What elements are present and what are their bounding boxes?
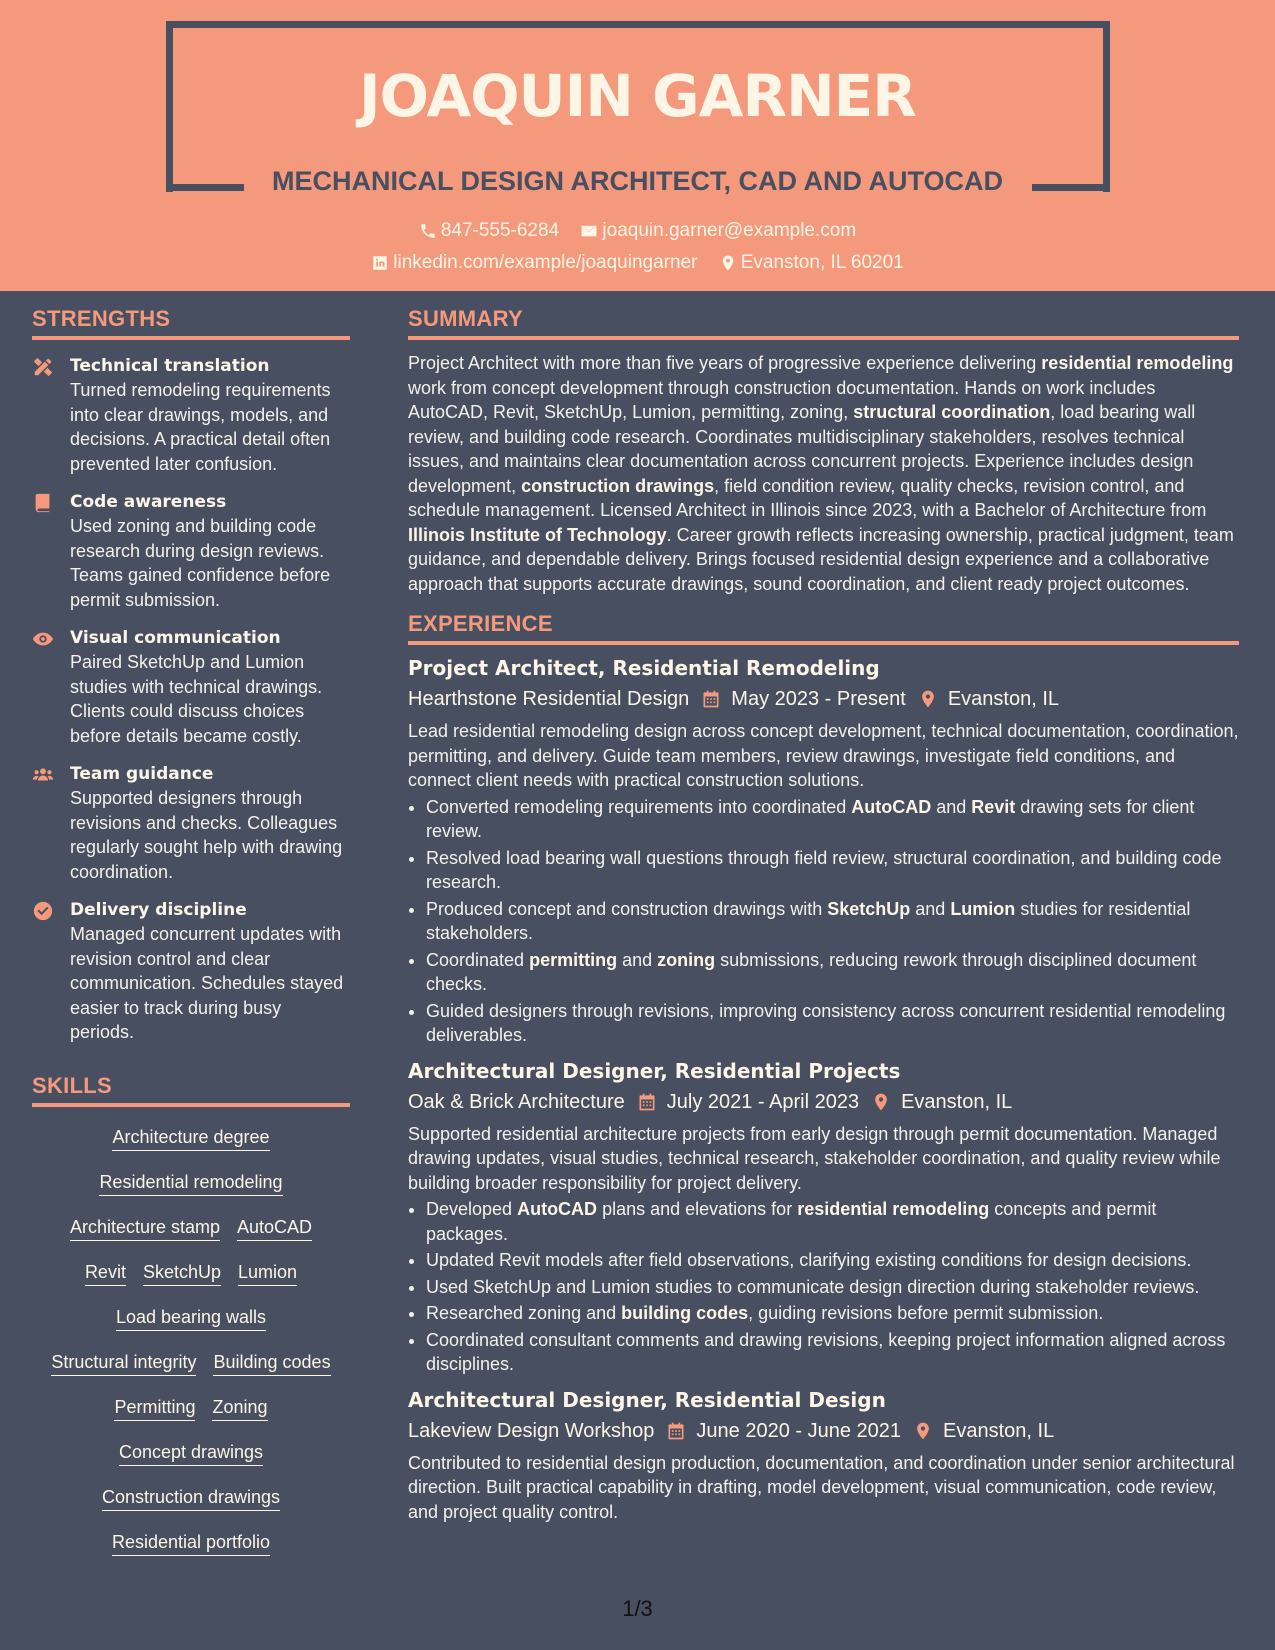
bold-text: Lumion	[950, 898, 1016, 919]
text-segment: . Career growth reflects increasing ownership, practical judgment, team guidance, and dependable delivery. Brings focused residential design experience and a collaborative approach that supports accurate drawings, sound coordination, and client ready project outcomes.	[408, 524, 1234, 594]
job-location: Evanston, IL	[947, 688, 1059, 710]
experience-list	[408, 653, 1239, 1524]
bullet-item	[426, 1328, 1239, 1377]
candidate-headline: MECHANICAL DESIGN ARCHITECT, CAD AND AUTOCAD	[271, 166, 1003, 196]
text-segment: Guided designers through revisions, improving consistency across concurrent residential remodeling deliverables.	[426, 1000, 1226, 1045]
contact-email[interactable]	[580, 220, 856, 242]
skill-tag: Architecture stamp	[70, 1217, 220, 1241]
skill-row	[32, 1342, 350, 1387]
strength-text: Supported designers through revisions and checks. Colleagues regularly sought help with drawing coordination.	[70, 788, 343, 882]
strength-item	[32, 354, 350, 476]
skill-tag: Lumion	[238, 1262, 297, 1286]
map-pin-icon	[719, 254, 737, 272]
job-meta	[408, 683, 1239, 715]
skill-row	[32, 1207, 350, 1252]
job-dates: May 2023 - Present	[731, 688, 906, 710]
left-column	[32, 306, 350, 1567]
bold-text: Revit	[971, 796, 1016, 817]
strengths-heading: STRENGTHS	[32, 306, 350, 340]
eye-icon	[32, 628, 54, 650]
strength-item	[32, 898, 350, 1045]
check-circle-icon	[32, 900, 54, 922]
bold-text: zoning	[657, 949, 716, 970]
text-segment: , guiding revisions before permit submission.	[748, 1303, 1104, 1323]
skill-row	[32, 1522, 350, 1567]
linkedin-text: linkedin.com/example/joaquingarner	[393, 252, 698, 273]
skill-row	[32, 1297, 350, 1342]
job-entry	[408, 653, 1239, 1048]
skill-tag: Permitting	[114, 1397, 195, 1421]
skill-tag: Zoning	[212, 1397, 267, 1421]
bullet-item	[426, 1301, 1239, 1326]
strength-item	[32, 626, 350, 748]
text-segment: Developed	[426, 1199, 518, 1219]
text-segment: Coordinated consultant comments and drawing revisions, keeping project information aligned across disciplines.	[426, 1329, 1226, 1374]
job-entry	[408, 1385, 1239, 1525]
contact-row-2	[0, 252, 1275, 278]
job-meta	[408, 1415, 1239, 1447]
strength-text: Managed concurrent updates with revision control and clear communication. Schedules stayed easier to track during busy periods.	[70, 924, 344, 1042]
strength-title: Visual communication	[70, 628, 281, 648]
text-segment: , field condition review, quality checks, revision control, and schedule management. Licensed Architect in Illinois since 2023, with a Bachelor of Architecture from	[408, 475, 1207, 520]
email-text: joaquin.garner@example.com	[602, 220, 857, 241]
book-icon	[32, 492, 54, 514]
text-segment: submissions, reducing rework through disciplined document checks.	[426, 949, 1197, 994]
bullet-item	[426, 795, 1239, 844]
envelope-icon	[580, 222, 598, 240]
skill-tag: Architecture degree	[112, 1127, 269, 1151]
job-description: Lead residential remodeling design across concept development, technical documentation, coordination, permitting, and delivery. Guide team members, review drawings, investigate field conditions, and connect client needs with practical construction solutions.	[408, 721, 1239, 790]
job-description: Contributed to residential design production, documentation, and coordination under senior architectural direction. Built practical capability in drafting, model development, visual communication, code review, and project quality control.	[408, 1452, 1235, 1522]
skill-tag: Concept drawings	[119, 1442, 263, 1466]
map-pin-icon	[918, 689, 938, 709]
job-title: Project Architect, Residential Remodeling	[408, 656, 880, 680]
skills-list	[32, 1117, 350, 1567]
skill-tag: Construction drawings	[102, 1487, 280, 1511]
calendar-icon	[637, 1092, 657, 1112]
skill-tag: Structural integrity	[51, 1352, 196, 1376]
bold-text: Illinois Institute of Technology	[408, 524, 667, 545]
contact-location	[719, 252, 904, 274]
job-company: Hearthstone Residential Design	[408, 688, 690, 710]
job-entry	[408, 1056, 1239, 1377]
candidate-name: JOAQUIN GARNER	[359, 62, 916, 130]
text-segment: Project Architect with more than five years of progressive experience delivering	[408, 353, 1042, 373]
bullet-item	[426, 999, 1239, 1048]
strength-text: Used zoning and building code research during design reviews. Teams gained confidence before permit submission.	[70, 516, 331, 610]
strength-title: Delivery discipline	[70, 900, 247, 920]
job-company: Lakeview Design Workshop	[408, 1419, 655, 1442]
bold-text: permitting	[529, 949, 618, 970]
text-segment: plans and elevations for	[597, 1199, 798, 1219]
bold-text: construction drawings	[521, 475, 715, 496]
skill-tag: Revit	[85, 1262, 126, 1286]
text-segment: Updated Revit models after field observations, clarifying existing conditions for design decisions.	[426, 1250, 1192, 1270]
experience-heading: EXPERIENCE	[408, 611, 1239, 645]
location-text: Evanston, IL 60201	[740, 252, 904, 273]
skill-row	[32, 1477, 350, 1522]
pencil-ruler-icon	[32, 356, 54, 378]
linkedin-icon	[371, 254, 389, 272]
text-segment: concepts and permit packages.	[426, 1199, 1157, 1244]
bold-text: residential remodeling	[1041, 353, 1234, 373]
summary-text	[408, 351, 1239, 596]
bold-text: structural coordination	[853, 402, 1051, 422]
text-segment: and	[617, 949, 658, 970]
job-bullets	[426, 1197, 1239, 1377]
bullet-item	[426, 1197, 1239, 1246]
skill-row	[32, 1117, 350, 1162]
bullet-item	[426, 846, 1239, 895]
job-dates: July 2021 - April 2023	[666, 1090, 860, 1113]
map-pin-icon	[871, 1092, 891, 1112]
calendar-icon	[666, 1421, 686, 1441]
job-company: Oak & Brick Architecture	[408, 1090, 625, 1113]
strength-title: Technical translation	[70, 356, 270, 376]
job-description: Supported residential architecture projects from early design through permit documentation. Managed drawing updates, visual studies, technical research, stakeholder coordination, and quality review while building broader responsibility for project delivery.	[408, 1123, 1221, 1193]
strength-item	[32, 490, 350, 612]
job-title: Architectural Designer, Residential Projects	[408, 1058, 901, 1083]
text-segment: , load bearing wall review, and building code research. Coordinates multidisciplinary stakeholders, resolves technical issues, and maintains clear documentation across concurrent projects. Experience includes design development,	[408, 402, 1196, 496]
strength-item	[32, 762, 350, 884]
job-bullets	[426, 795, 1239, 1048]
text-segment: Resolved load bearing wall questions through field review, structural coordination, and building code research.	[426, 847, 1222, 892]
phone-icon	[419, 222, 437, 240]
text-segment: Converted remodeling requirements into coordinated	[426, 796, 852, 817]
text-segment: and	[910, 898, 951, 919]
job-meta	[408, 1086, 1239, 1118]
job-location: Evanston, IL	[901, 1090, 1013, 1113]
resume-header	[0, 0, 1275, 291]
map-pin-icon	[913, 1421, 933, 1441]
skill-tag: SketchUp	[143, 1262, 221, 1286]
summary-heading: SUMMARY	[408, 306, 1239, 340]
right-column	[408, 306, 1239, 1524]
skill-tag: AutoCAD	[237, 1217, 312, 1241]
job-location: Evanston, IL	[943, 1419, 1055, 1442]
bullet-item	[426, 897, 1239, 946]
page-number: 1/3	[622, 1596, 653, 1621]
text-segment: studies for residential stakeholders.	[426, 898, 1191, 943]
skill-row	[32, 1432, 350, 1477]
bullet-item	[426, 1248, 1239, 1273]
skill-row	[32, 1387, 350, 1432]
job-dates: June 2020 - June 2021	[696, 1419, 902, 1442]
contact-phone	[419, 220, 559, 242]
bullet-item	[426, 948, 1239, 997]
contact-row-1	[0, 220, 1275, 246]
skill-tag: Load bearing walls	[116, 1307, 266, 1331]
skills-heading: SKILLS	[32, 1073, 350, 1107]
job-title: Architectural Designer, Residential Design	[408, 1387, 886, 1412]
skill-tag: Residential portfolio	[112, 1532, 270, 1556]
text-segment: drawing sets for client review.	[426, 796, 1195, 841]
calendar-icon	[701, 689, 721, 709]
bold-text: residential remodeling	[797, 1199, 990, 1219]
text-segment: Produced concept and construction drawings with	[426, 898, 828, 919]
contact-linkedin[interactable]	[371, 252, 697, 274]
strength-text: Turned remodeling requirements into clear drawings, models, and decisions. A practical detail often prevented later confusion.	[70, 380, 331, 474]
text-segment: and	[931, 796, 972, 817]
users-icon	[32, 764, 54, 786]
skill-tag: Building codes	[213, 1352, 330, 1376]
bold-text: SketchUp	[827, 898, 911, 919]
skill-row	[32, 1252, 350, 1297]
text-segment: Coordinated	[426, 949, 530, 970]
text-segment: Used SketchUp and Lumion studies to communicate design direction during stakeholder reviews.	[426, 1276, 1200, 1297]
bold-text: AutoCAD	[517, 1199, 598, 1219]
phone-text: 847-555-6284	[440, 220, 560, 241]
strength-title: Team guidance	[70, 764, 214, 784]
skill-row	[32, 1162, 350, 1207]
strength-title: Code awareness	[70, 492, 227, 512]
text-segment: Researched zoning and	[426, 1303, 622, 1323]
bold-text: AutoCAD	[851, 796, 932, 817]
bold-text: building codes	[621, 1303, 749, 1323]
bullet-item	[426, 1275, 1239, 1300]
text-segment: work from concept development through construction documentation. Hands on work includes AutoCAD, Revit, SketchUp, Lumion, permitting, zoning,	[408, 377, 1156, 422]
strength-text: Paired SketchUp and Lumion studies with technical drawings. Clients could discuss choices before details became costly.	[70, 652, 323, 746]
skill-tag: Residential remodeling	[99, 1172, 282, 1196]
